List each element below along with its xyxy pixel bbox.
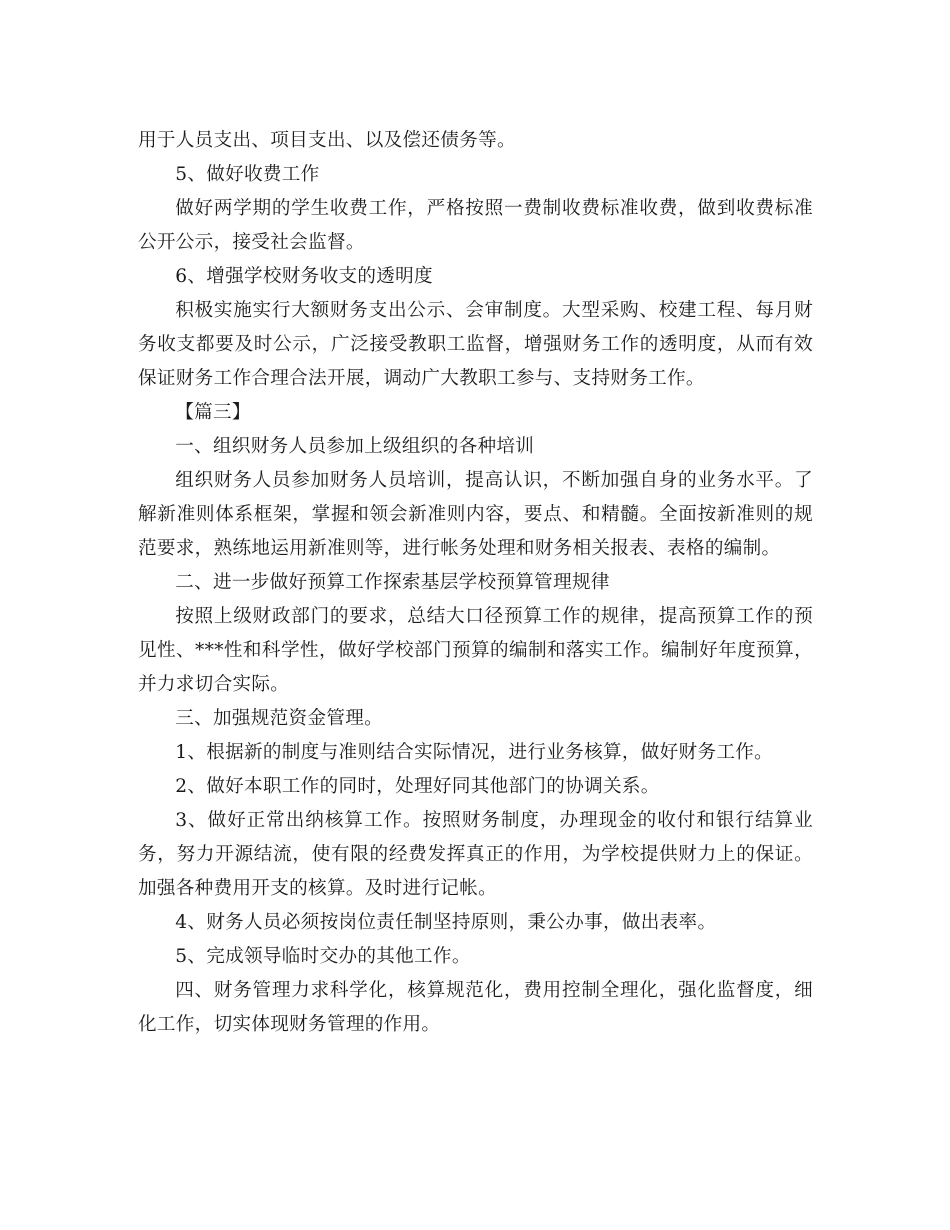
list-item: 5、完成领导临时交办的其他工作。 xyxy=(175,946,471,967)
paragraph: 做好两学期的学生收费工作，严格按照一费制收费标准收费，做到收费标准公开公示，接受社会监督。 xyxy=(138,198,813,253)
document-body xyxy=(138,124,813,1042)
section-heading: 三、加强规范资金管理。 xyxy=(175,708,384,729)
paragraph: 按照上级财政部门的要求，总结大口径预算工作的规律，提高预算工作的预见性、***性和科学性，做好学校部门预算的编制和落实工作。编制好年度预算，并力求切合实际。 xyxy=(138,606,813,695)
list-item: 1、根据新的制度与准则结合实际情况，进行业务核算，做好财务工作。 xyxy=(175,742,774,763)
paragraph-continuation: 用于人员支出、项目支出、以及偿还债务等。 xyxy=(138,130,516,151)
list-item: 2、做好本职工作的同时，处理好同其他部门的协调关系。 xyxy=(175,776,660,797)
paragraph: 组织财务人员参加财务人员培训，提高认识，不断加强自身的业务水平。了解新准则体系框架，掌握和领会新准则内容，要点、和精髓。全面按新准则的规范要求，熟练地运用新准则等，进行帐务处理和财务相关报表、表格的编制。 xyxy=(138,470,813,559)
item-heading: 6、增强学校财务收支的透明度 xyxy=(175,266,433,287)
paragraph: 积极实施实行大额财务支出公示、会审制度。大型采购、校建工程、每月财务收支都要及时公示，广泛接受教职工监督，增强财务工作的透明度，从而有效保证财务工作合理合法开展，调动广大教职工参与、支持财务工作。 xyxy=(138,300,813,389)
section-heading: 四、财务管理力求科学化，核算规范化，费用控制全理化，强化监督度，细化工作，切实体现财务管理的作用。 xyxy=(138,980,813,1035)
section-heading: 一、组织财务人员参加上级组织的各种培训 xyxy=(175,436,535,457)
list-item: 4、财务人员必须按岗位责任制坚持原则，秉公办事，做出表率。 xyxy=(175,912,717,933)
list-item: 3、做好正常出纳核算工作。按照财务制度，办理现金的收付和银行结算业务，努力开源结流，使有限的经费发挥真正的作用，为学校提供财力上的保证。加强各种费用开支的核算。及时进行记帐。 xyxy=(138,810,813,899)
item-heading: 5、做好收费工作 xyxy=(175,164,320,185)
section-heading: 二、进一步做好预算工作探索基层学校预算管理规律 xyxy=(175,572,610,593)
section-title: 【篇三】 xyxy=(175,402,251,423)
